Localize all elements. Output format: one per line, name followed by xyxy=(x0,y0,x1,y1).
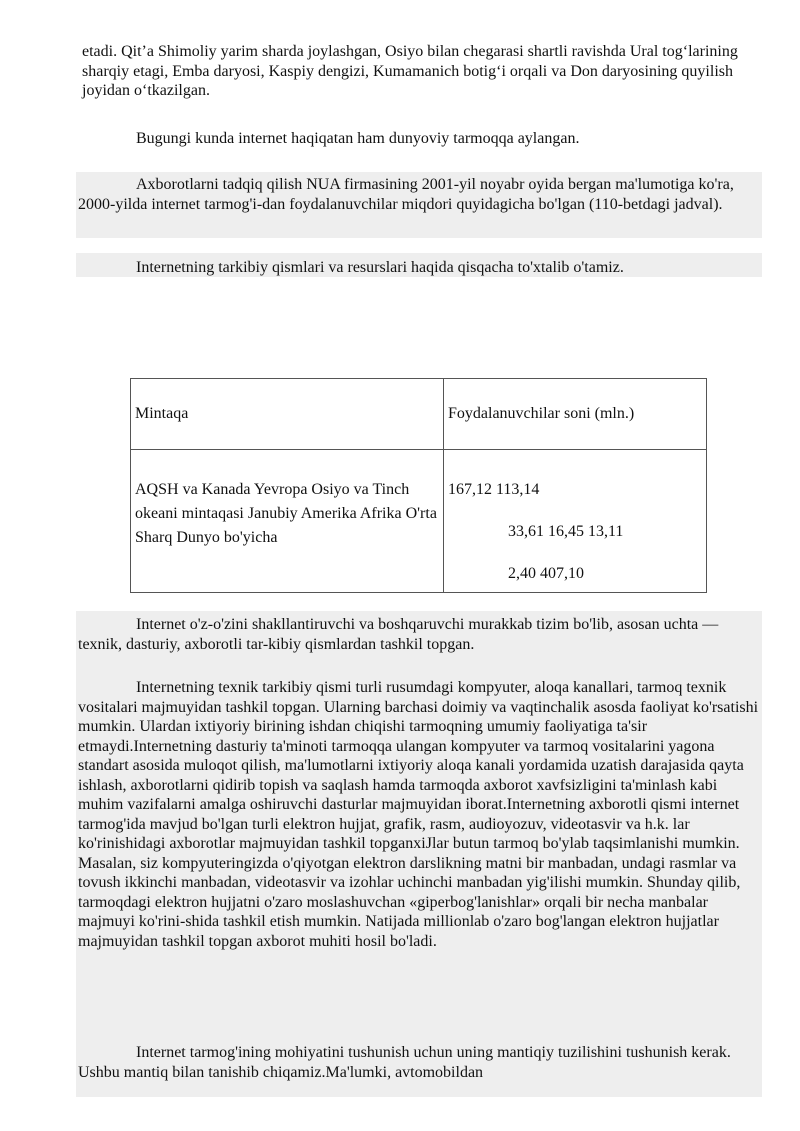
paragraph-internet-global: Bugungi kunda internet haqiqatan ham dunyoviy tarmoqqa aylangan. xyxy=(136,130,580,147)
header-users: Foydalanuvchilar soni (mln.) xyxy=(444,379,707,450)
cell-regions xyxy=(131,450,444,593)
table-row xyxy=(131,450,707,593)
header-region: Mintaqa xyxy=(131,379,444,450)
values-line-3: 2,40 407,10 xyxy=(508,565,584,582)
paragraph-logical-structure: Internet tarmog'ining mohiyatini tushunish uchun uning mantiqiy tuzilishini tushunish kerak. Ushbu mantiq bilan tanishib chiqamiz.Ma'lumki, avtomobildan xyxy=(78,1044,731,1081)
users-by-region-table xyxy=(130,378,707,593)
paragraph-continuation: etadi. Qit’a Shimoliy yarim sharda joylashgan, Osiyo bilan chegarasi shartli ravishda Ural tog‘larining sharqiy etagi, Emba daryosi, Kaspiy dengizi, Kumamanich botig‘i orqali va Don daryosining quyilish joyidan o‘tkazilgan. xyxy=(82,43,738,99)
table-header-row xyxy=(131,379,707,450)
paragraph-internet-system: Internet o'z-o'zini shakllantiruvchi va boshqaruvchi murakkab tizim bo'lib, asosan uchta — texnik, dasturiy, axborotli tar-kibiy qismlardan tashkil topgan. xyxy=(78,616,719,653)
paragraph-nua-statistics: Axborotlarni tadqiq qilish NUA firmasining 2001-yil noyabr oyida bergan ma'lumotiga ko'ra, 2000-yilda internet tarmog'i-dan foydalanuvchilar miqdori quyidagicha bo'lgan (110-betdagi jadval). xyxy=(78,176,734,213)
regions-text: AQSH va Kanada Yevropa Osiyo va Tinch okeani mintaqasi Janubiy Amerika Afrika O'rta Sharq Dunyo bo'yicha xyxy=(135,481,437,546)
values-line-2: 33,61 16,45 13,11 xyxy=(508,523,624,540)
paragraph-components-intro: Internetning tarkibiy qismlari va resurslari haqida qisqacha to'xtalib o'tamiz. xyxy=(136,259,624,276)
paragraph-technical-components: Internetning texnik tarkibiy qismi turli rusumdagi kompyuter, aloqa kanallari, tarmoq texnik vositalari majmuyidan tashkil topgan. Ularning barchasi doimiy va vaqtinchalik asosda faoliyat ko'rsatishi mumkin. Ulardan ixtiyoriy birining ishdan chiqishi tarmoqning umumiy faoliyatiga ta'sir etmaydi.Internetning dasturiy ta'minoti tarmoqqa ulangan kompyuter va tarmoq vositalarini yagona standart asosida muloqot qilish, ma'lumotlarni ixtiyoriy aloqa kanali yordamida uzatish darajasida qayta ishlash, axborotlarni qidirib topish va saqlash hamda tarmoqda axborot xavfsizligini ta'minlash kabi muhim vazifalarni amalga oshiruvchi dasturlar majmuyidan iborat.Internetning axborotli qismi internet tarmog'ida mavjud bo'lgan turli elektron hujjat, grafik, rasm, audioyozuv, videotasvir va h.k. lar ko'rinishidagi axborotlar majmuyidan tashkil topganxiJlar butun tarmoq bo'ylab taqsimlanishi mumkin. Masalan, siz kompyuteringizda o'qiyotgan elektron darslikning matni bir manbadan, undagi rasmlar va tovush ikkinchi manbadan, videotasvir va izohlar uchinchi manbadan yig'ilishi mumkin. Shunday qilib, tarmoqdagi elektron hujjatni o'zaro moslashuvchan «giperbog'lanishlar» orqali bir necha manbalar majmuyi ko'rini-shida tashkil etish mumkin. Natijada millionlab o'zaro bog'langan elektron hujjatlar majmuyidan tashkil topgan axborot muhiti hosil bo'ladi. xyxy=(78,679,759,950)
values-line-1: 167,12 113,14 xyxy=(448,481,540,498)
cell-values xyxy=(444,450,707,593)
